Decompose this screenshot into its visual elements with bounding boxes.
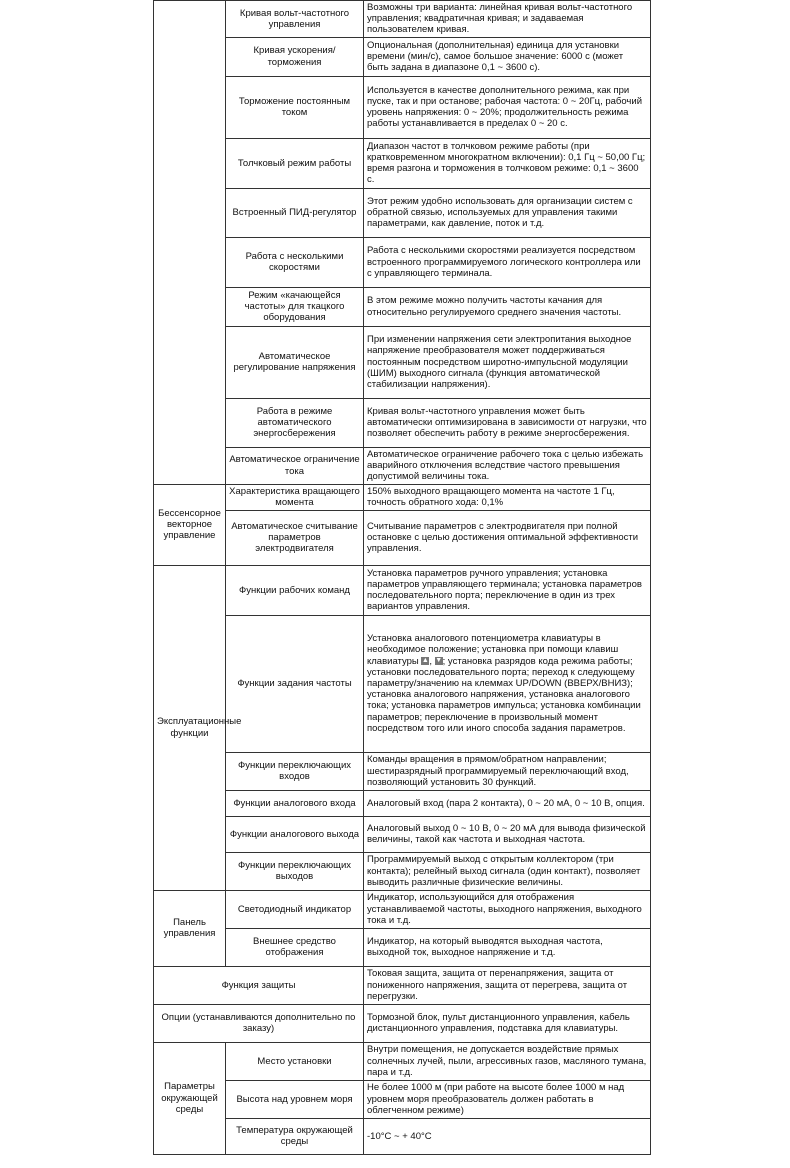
feature-cell: Функции задания частоты bbox=[226, 615, 364, 752]
table-row bbox=[154, 37, 651, 76]
description-cell: Считывание параметров с электродвигателя при полной остановке с целью достижения оптимальной эффективности управления. bbox=[364, 510, 651, 565]
description-cell: Не более 1000 м (при работе на высоте более 1000 м над уровнем моря преобразователь должен работать в облегченном режиме) bbox=[364, 1080, 651, 1118]
table-row bbox=[154, 1, 651, 38]
description-cell: При изменении напряжения сети электропитания выходное напряжение преобразователя может поддерживаться постоянным посредством широтно-импульсной модуляции (ШИМ) выходного сигнала (функция автоматической стабилизации напряжения). bbox=[364, 326, 651, 398]
table-row bbox=[154, 1118, 651, 1154]
up-arrow-key-icon: ▲ bbox=[421, 657, 429, 665]
description-cell: Индикатор, использующийся для отображения устанавливаемой частоты, выходного напряжения, выходного тока и т.д. bbox=[364, 890, 651, 928]
table-row bbox=[154, 752, 651, 790]
description-cell: Внутри помещения, не допускается воздействие прямых солнечных лучей, пыли, агрессивных газов, масляного тумана, пара и т.д. bbox=[364, 1042, 651, 1080]
feature-cell: Автоматическое ограничение тока bbox=[226, 447, 364, 484]
category-cell: Панель управления bbox=[154, 890, 226, 966]
description-cell: Токовая защита, защита от перенапряжения, защита от пониженного напряжения, защита от перегрева, защита от перегрузки. bbox=[364, 966, 651, 1004]
description-cell: В этом режиме можно получить частоты качания для относительно регулируемого среднего значения частоты. bbox=[364, 287, 651, 326]
description-cell: Аналоговый выход 0 ~ 10 В, 0 ~ 20 мА для вывода физической величины, такой как частота и выходная частота. bbox=[364, 816, 651, 852]
table-row bbox=[154, 510, 651, 565]
description-cell: Возможны три варианта: линейная кривая вольт-частотного управления; квадратичная кривая; и задаваемая пользователем кривая. bbox=[364, 1, 651, 38]
feature-cell: Функции переключающих выходов bbox=[226, 852, 364, 890]
merged-feature-cell: Опции (устанавливаются дополнительно по заказу) bbox=[154, 1004, 364, 1042]
feature-cell: Режим «качающейся частоты» для ткацкого оборудования bbox=[226, 287, 364, 326]
table-row bbox=[154, 237, 651, 287]
description-cell: Используется в качестве дополнительного режима, как при пуске, так и при останове; рабочая частота: 0 ~ 20Гц, рабочий уровень напряжения: 0 ~ 20%; продолжительность режима работы устанавливается в пределах 0 ~ 20 с. bbox=[364, 76, 651, 138]
feature-cell: Высота над уровнем моря bbox=[226, 1080, 364, 1118]
table-row bbox=[154, 447, 651, 484]
merged-feature-cell: Функция защиты bbox=[154, 966, 364, 1004]
table-row bbox=[154, 326, 651, 398]
description-text: Установка аналогового потенциометра клавиатуры в необходимое положение; установка при помощи клавиш клавиатуры bbox=[367, 633, 619, 667]
table-row bbox=[154, 890, 651, 928]
table-row bbox=[154, 188, 651, 237]
table-row bbox=[154, 816, 651, 852]
description-cell: Индикатор, на который выводятся выходная частота, выходной ток, выходное напряжение и т.д. bbox=[364, 928, 651, 966]
feature-cell: Функции переключающих входов bbox=[226, 752, 364, 790]
feature-cell: Встроенный ПИД-регулятор bbox=[226, 188, 364, 237]
table-row bbox=[154, 966, 651, 1004]
description-cell: -10°C ~ + 40°C bbox=[364, 1118, 651, 1154]
down-arrow-key-icon: ▼ bbox=[435, 657, 443, 665]
feature-cell: Функции аналогового выхода bbox=[226, 816, 364, 852]
description-cell: Кривая вольт-частотного управления может быть автоматически оптимизирована в зависимости от нагрузки, что позволяет обеспечить работу в режиме энергосбережения. bbox=[364, 398, 651, 447]
table-row bbox=[154, 790, 651, 816]
feature-cell: Кривая ускорения/торможения bbox=[226, 37, 364, 76]
table-row bbox=[154, 928, 651, 966]
description-cell: Программируемый выход с открытым коллектором (три контакта); релейный выход сигнала (один контакт), позволяет выводить различные физические величины. bbox=[364, 852, 651, 890]
feature-cell: Работа в режиме автоматического энергосбережения bbox=[226, 398, 364, 447]
description-cell: Установка аналогового потенциометра клавиатуры в необходимое положение; установка при помощи клавиш клавиатуры ▲, ▼; установка разрядов кода режима работы; установки последовательного порта; переход к следующему параметру/значению на клеммах UP/DOWN (ВВЕРХ/ВНИЗ); установка аналогового напряжения, установка аналогового тока; установка параметров импульса; установка комбинации параметров; переключение в произвольный момент посредством того или иного способа задания параметров. bbox=[364, 615, 651, 752]
feature-cell: Толчковый режим работы bbox=[226, 138, 364, 188]
description-cell: Команды вращения в прямом/обратном направлении; шестиразрядный программируемый переключающий вход, позволяющий установить 30 функций. bbox=[364, 752, 651, 790]
table-row bbox=[154, 138, 651, 188]
table-row bbox=[154, 287, 651, 326]
category-cell bbox=[154, 1, 226, 485]
table-row bbox=[154, 484, 651, 510]
category-cell: Эксплуатационные функции bbox=[154, 565, 226, 890]
description-cell: Установка параметров ручного управления; установка параметров управляющего терминала; установка параметров последовательного порта; переключение в один из трех вариантов управления. bbox=[364, 565, 651, 615]
feature-cell: Работа с несколькими скоростями bbox=[226, 237, 364, 287]
feature-cell: Температура окружающей среды bbox=[226, 1118, 364, 1154]
table-row bbox=[154, 398, 651, 447]
table-row bbox=[154, 1004, 651, 1042]
description-cell: Работа с несколькими скоростями реализуется посредством встроенного программируемого логического контроллера или с управляющего терминала. bbox=[364, 237, 651, 287]
feature-cell: Кривая вольт-частотного управления bbox=[226, 1, 364, 38]
feature-cell: Характеристика вращающего момента bbox=[226, 484, 364, 510]
category-cell: Бессенсорное векторное управление bbox=[154, 484, 226, 565]
feature-cell: Автоматическое регулирование напряжения bbox=[226, 326, 364, 398]
description-cell: Диапазон частот в толчковом режиме работы (при кратковременном многократном включении): 0,1 Гц ~ 50,00 Гц; время разгона и торможения в толчковом режиме: 0,1 ~ 3600 с. bbox=[364, 138, 651, 188]
table-row bbox=[154, 615, 651, 752]
description-cell: Автоматическое ограничение рабочего тока с целью избежать аварийного отключения вследствие частого превышения допустимой величины тока. bbox=[364, 447, 651, 484]
feature-cell: Торможение постоянным током bbox=[226, 76, 364, 138]
description-cell: Этот режим удобно использовать для организации систем с обратной связью, используемых для управления такими параметрами, как давление, поток и т.д. bbox=[364, 188, 651, 237]
table-row bbox=[154, 852, 651, 890]
feature-cell: Внешнее средство отображения bbox=[226, 928, 364, 966]
description-cell: 150% выходного вращающего момента на частоте 1 Гц, точность обратного хода: 0,1% bbox=[364, 484, 651, 510]
table-row bbox=[154, 76, 651, 138]
description-cell: Тормозной блок, пульт дистанционного управления, кабель дистанционного управления, подставка для клавиатуры. bbox=[364, 1004, 651, 1042]
description-cell: Аналоговый вход (пара 2 контакта), 0 ~ 20 мА, 0 ~ 10 В, опция. bbox=[364, 790, 651, 816]
description-cell: Опциональная (дополнительная) единица для установки времени (мин/с), самое большое значение: 6000 с (может быть задана в диапазоне 0,1 ~ 3600 с). bbox=[364, 37, 651, 76]
feature-cell: Светодиодный индикатор bbox=[226, 890, 364, 928]
category-cell: Параметры окружающей среды bbox=[154, 1042, 226, 1154]
table-row bbox=[154, 565, 651, 615]
description-text: ; установка разрядов кода режима работы; установки последовательного порта; переход к следующему параметру/значению на клеммах UP/DOWN (ВВЕРХ/ВНИЗ); установка аналогового напряжения, установка аналогового тока; установка параметров импульса; установка комбинации параметров; переключение в произвольный момент посредством того или иного способа задания параметров. bbox=[367, 655, 641, 734]
feature-cell: Место установки bbox=[226, 1042, 364, 1080]
feature-cell: Функции аналогового входа bbox=[226, 790, 364, 816]
specification-table bbox=[153, 0, 651, 1155]
feature-cell: Автоматическое считывание параметров электродвигателя bbox=[226, 510, 364, 565]
table-row bbox=[154, 1080, 651, 1118]
feature-cell: Функции рабочих команд bbox=[226, 565, 364, 615]
table-row bbox=[154, 1042, 651, 1080]
